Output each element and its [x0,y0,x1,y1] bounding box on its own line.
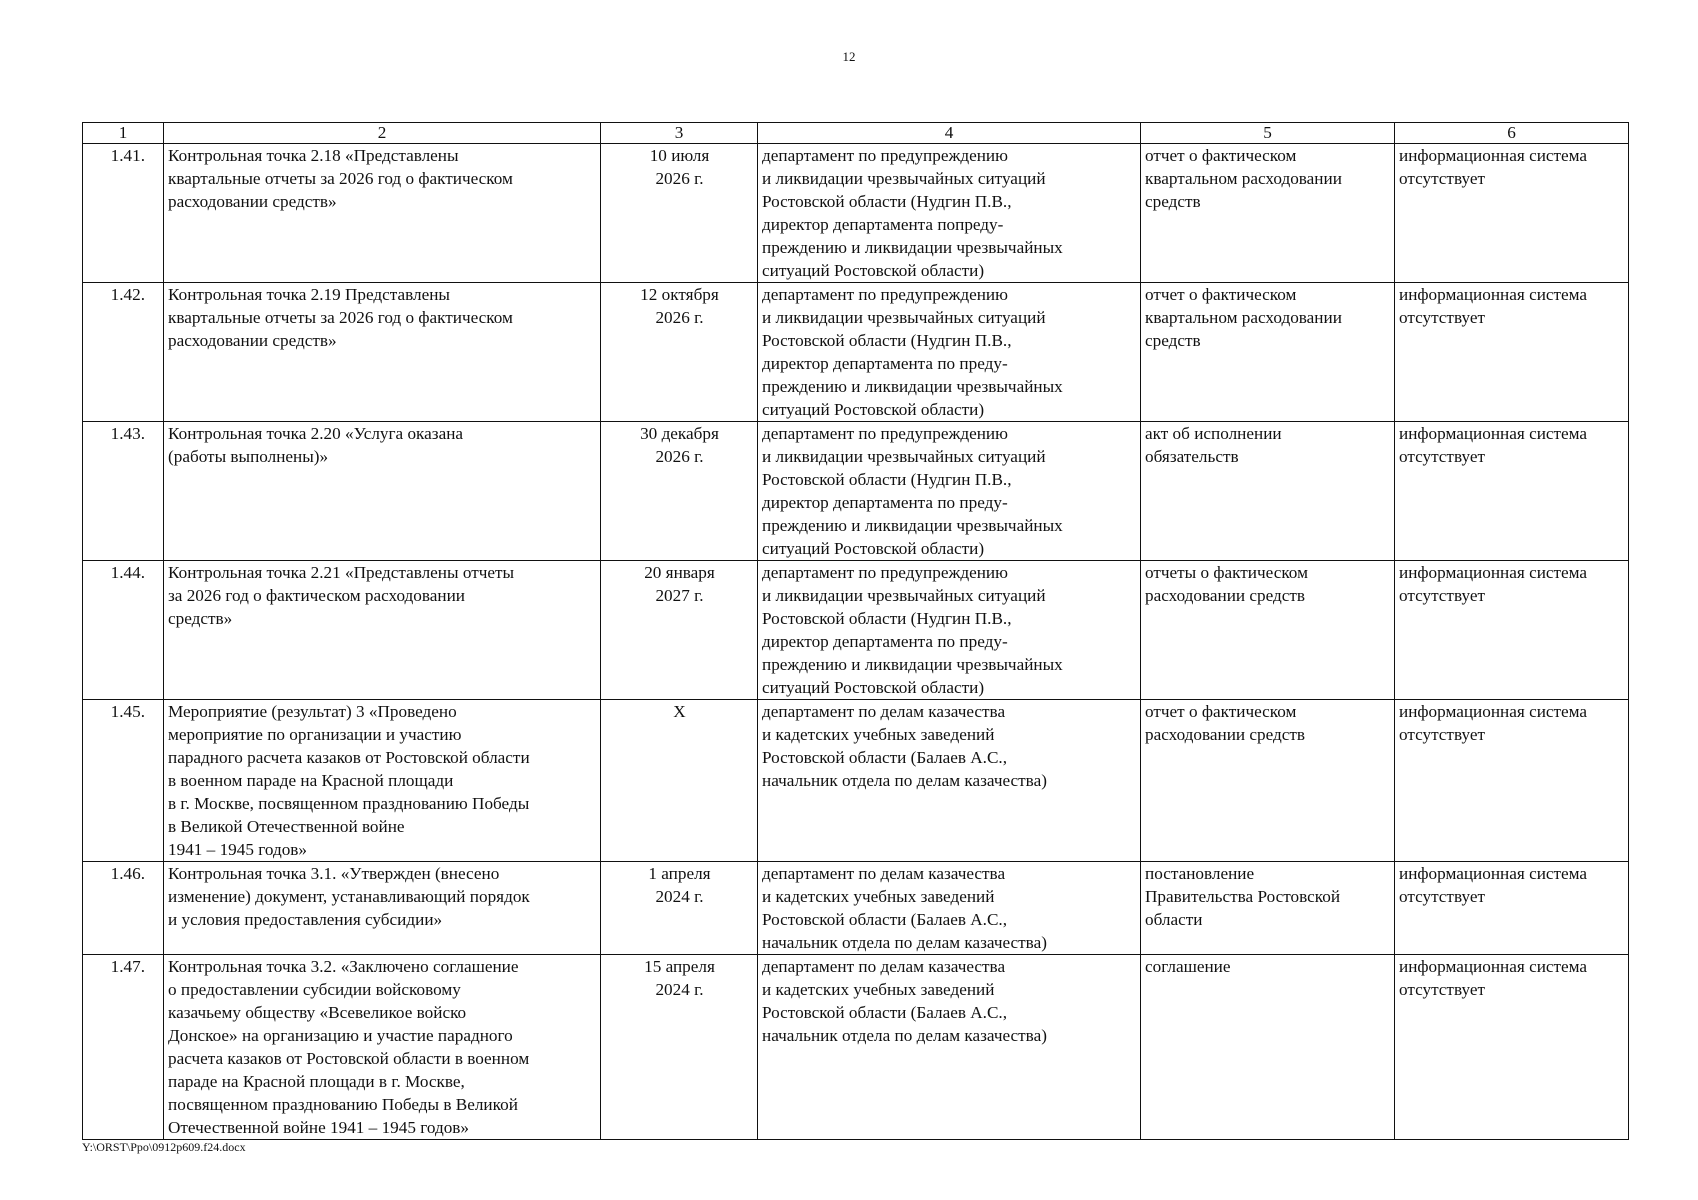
row-number-cell: 1.43. [83,422,164,561]
information-system-cell: информационная система отсутствует [1395,144,1629,283]
responsible-executor-cell: департамент по предупреждению и ликвидации чрезвычайных ситуаций Ростовской области (Нудгин П.В., директор департамента по преду- преждению и ликвидации чрезвычайных ситуаций Ростовской области) [758,283,1141,422]
confirming-document-cell: акт об исполнении обязательств [1141,422,1395,561]
deadline-date-cell: 10 июля 2026 г. [601,144,758,283]
row-number-cell: 1.46. [83,862,164,955]
table-row [83,422,1629,561]
table-header-row [83,123,1629,144]
deadline-date-cell: 15 апреля 2024 г. [601,955,758,1140]
information-system-cell: информационная система отсутствует [1395,283,1629,422]
table-row [83,862,1629,955]
confirming-document-cell: отчеты о фактическом расходовании средств [1141,561,1395,700]
responsible-executor-cell: департамент по делам казачества и кадетских учебных заведений Ростовской области (Балаев А.С., начальник отдела по делам казачества) [758,700,1141,862]
deadline-date-cell: 20 января 2027 г. [601,561,758,700]
header-cell-4: 4 [758,123,1141,144]
information-system-cell: информационная система отсутствует [1395,700,1629,862]
row-number-cell: 1.44. [83,561,164,700]
confirming-document-cell: постановление Правительства Ростовской области [1141,862,1395,955]
responsible-executor-cell: департамент по предупреждению и ликвидации чрезвычайных ситуаций Ростовской области (Нудгин П.В., директор департамента по преду- преждению и ликвидации чрезвычайных ситуаций Ростовской области) [758,561,1141,700]
deadline-date-cell: 1 апреля 2024 г. [601,862,758,955]
table-row [83,283,1629,422]
information-system-cell: информационная система отсутствует [1395,955,1629,1140]
table-row [83,700,1629,862]
confirming-document-cell: отчет о фактическом расходовании средств [1141,700,1395,862]
deadline-date-cell: X [601,700,758,862]
information-system-cell: информационная система отсутствует [1395,561,1629,700]
table-row [83,144,1629,283]
responsible-executor-cell: департамент по предупреждению и ликвидации чрезвычайных ситуаций Ростовской области (Нудгин П.В., директор департамента по преду- преждению и ликвидации чрезвычайных ситуаций Ростовской области) [758,422,1141,561]
row-number-cell: 1.41. [83,144,164,283]
control-point-name-cell: Контрольная точка 2.21 «Представлены отчеты за 2026 год о фактическом расходовании средств» [164,561,601,700]
table-row [83,955,1629,1140]
confirming-document-cell: отчет о фактическом квартальном расходовании средств [1141,283,1395,422]
header-cell-1: 1 [83,123,164,144]
header-cell-5: 5 [1141,123,1395,144]
header-cell-2: 2 [164,123,601,144]
responsible-executor-cell: департамент по делам казачества и кадетских учебных заведений Ростовской области (Балаев А.С., начальник отдела по делам казачества) [758,955,1141,1140]
information-system-cell: информационная система отсутствует [1395,422,1629,561]
table-row [83,561,1629,700]
control-points-table [82,122,1629,1140]
control-point-name-cell: Контрольная точка 3.2. «Заключено соглашение о предоставлении субсидии войсковому казачьему обществу «Всевеликое войско Донское» на организацию и участие парадного расчета казаков от Ростовской области в военном параде на Красной площади в г. Москве, посвященном празднованию Победы в Великой Отечественной войне 1941 – 1945 годов» [164,955,601,1140]
deadline-date-cell: 30 декабря 2026 г. [601,422,758,561]
control-point-name-cell: Мероприятие (результат) 3 «Проведено мероприятие по организации и участию парадного расчета казаков от Ростовской области в военном параде на Красной площади в г. Москве, посвященном празднованию Победы в Великой Отечественной войне 1941 – 1945 годов» [164,700,601,862]
row-number-cell: 1.42. [83,283,164,422]
control-point-name-cell: Контрольная точка 2.19 Представлены квартальные отчеты за 2026 год о фактическом расходовании средств» [164,283,601,422]
responsible-executor-cell: департамент по делам казачества и кадетских учебных заведений Ростовской области (Балаев А.С., начальник отдела по делам казачества) [758,862,1141,955]
control-point-name-cell: Контрольная точка 3.1. «Утвержден (внесено изменение) документ, устанавливающий порядок и условия предоставления субсидии» [164,862,601,955]
header-cell-6: 6 [1395,123,1629,144]
confirming-document-cell: отчет о фактическом квартальном расходовании средств [1141,144,1395,283]
deadline-date-cell: 12 октября 2026 г. [601,283,758,422]
information-system-cell: информационная система отсутствует [1395,862,1629,955]
control-point-name-cell: Контрольная точка 2.20 «Услуга оказана (работы выполнены)» [164,422,601,561]
control-point-name-cell: Контрольная точка 2.18 «Представлены квартальные отчеты за 2026 год о фактическом расходовании средств» [164,144,601,283]
header-cell-3: 3 [601,123,758,144]
row-number-cell: 1.47. [83,955,164,1140]
responsible-executor-cell: департамент по предупреждению и ликвидации чрезвычайных ситуаций Ростовской области (Нудгин П.В., директор департамента попреду- преждению и ликвидации чрезвычайных ситуаций Ростовской области) [758,144,1141,283]
page-number: 12 [842,49,856,64]
footer-file-path: Y:\ORST\Ppo\0912p609.f24.docx [82,1140,246,1154]
confirming-document-cell: соглашение [1141,955,1395,1140]
row-number-cell: 1.45. [83,700,164,862]
